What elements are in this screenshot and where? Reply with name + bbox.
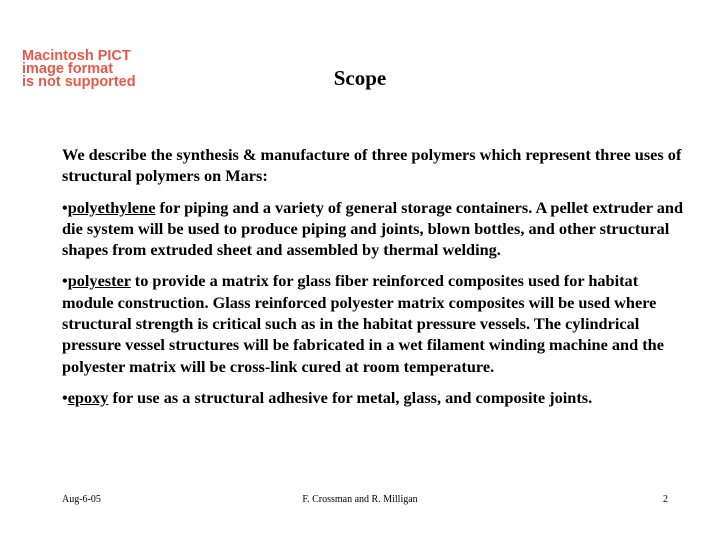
placeholder-line: image format [22,61,114,77]
unsupported-image-placeholder [22,50,167,90]
slide-title: Scope [333,66,387,90]
placeholder-line: is not supported [22,74,136,90]
bullet-polyethylene [62,197,686,261]
bullet-marker: • [62,387,68,407]
placeholder-line: Macintosh PICT [22,48,131,64]
bullet-term: polyester [67,271,131,291]
bullet-text: to provide a matrix for glass fiber reinforced composites used for habitat module construction. Glass reinforced polyester matrix composites will be used where structural strength is critical such as in the habitat pressure vessels. The cylindrical pressure vessel structures will be fabricated in a wet filament winding machine and the polyester matrix will be cross-link cured at room temperature. [62,271,664,376]
bullet-text: for piping and a variety of general storage containers. A pellet extruder and die system will be used to produce piping and joints, blown bottles, and other structural shapes from extruded sheet and assembled by thermal welding. [62,197,684,260]
bullet-epoxy [62,387,686,408]
bullet-term: polyethylene [67,197,156,217]
slide-body [62,144,686,418]
footer-page-number: 2 [663,494,668,505]
bullet-marker: • [62,197,68,217]
footer-date: Aug-6-05 [62,494,101,505]
footer-authors: F. Crossman and R. Milligan [302,494,418,505]
bullet-polyester [62,270,686,376]
bullet-text: for use as a structural adhesive for metal, glass, and composite joints. [108,387,593,407]
bullet-marker: • [62,271,68,291]
intro-paragraph: We describe the synthesis & manufacture of three polymers which represent three uses of structural polymers on Mars: [62,145,682,186]
bullet-term: epoxy [67,387,109,407]
